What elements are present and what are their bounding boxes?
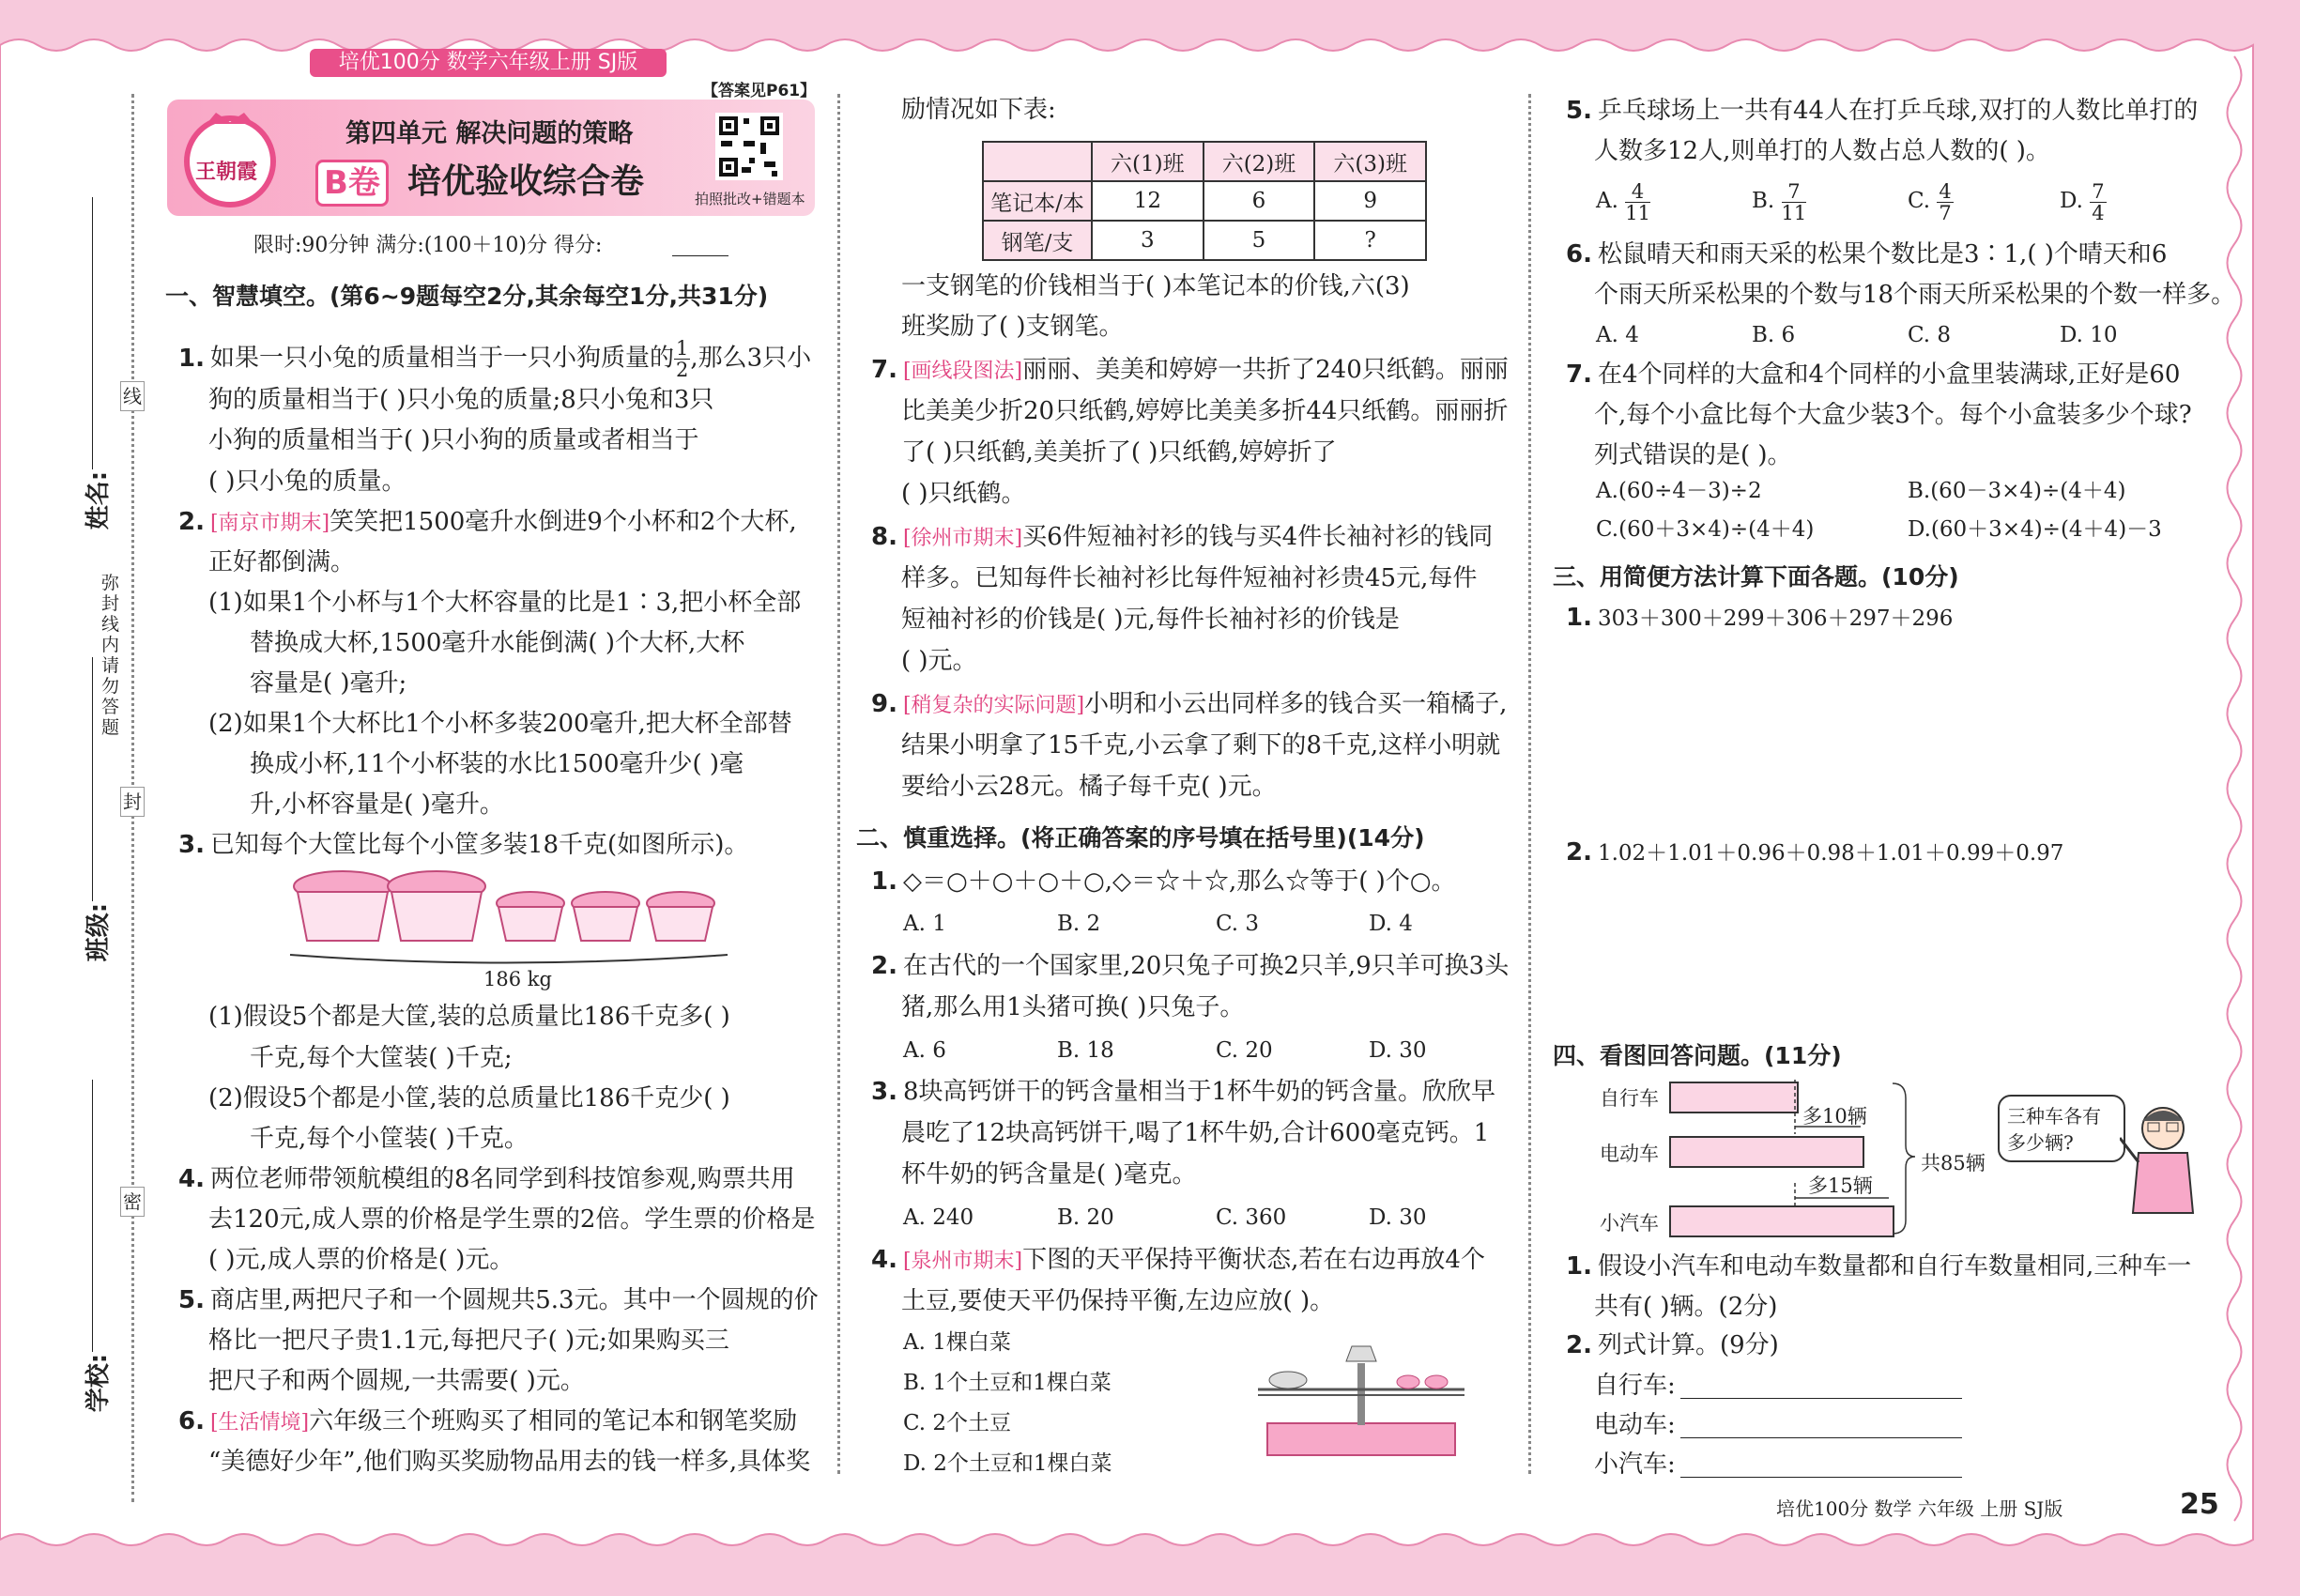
qr-code[interactable]: [715, 113, 783, 180]
q3-sub1-a: (1)假设5个都是大筐,装的总质量比186千克多( ): [208, 1003, 730, 1031]
c7-line1: 7. 在4个同样的大盒和4个同样的小盒里装满球,正好是60: [1566, 361, 2181, 389]
q6-line5: 班奖励了( )支钢笔。: [901, 313, 1124, 341]
q4-line3: ( )元,成人票的价格是( )元。: [208, 1246, 514, 1274]
q8-line3: 短袖衬衫的价钱是( )元,每件长袖衬衫的价钱是: [901, 606, 1400, 634]
c5-opt-a[interactable]: A. $\frac{4}{11}$: [1596, 179, 1650, 224]
c6-opt-c[interactable]: C. 8: [1908, 323, 1952, 347]
unit-title: 第四单元 解决问题的策略: [345, 119, 634, 148]
fig4-car-label: 小汽车: [1600, 1212, 1659, 1235]
q3-sub2-b: 千克,每个小筐装( )千克。: [250, 1125, 529, 1153]
q7-line4: ( )只纸鹤。: [901, 480, 1026, 508]
c2-opt-c[interactable]: C. 20: [1216, 1038, 1273, 1063]
q2-sub1-a: (1)如果1个小杯与1个大杯容量的比是1∶3,把小杯全部: [208, 589, 802, 617]
q2-tag: [南京市期末]: [209, 512, 330, 535]
speech-line1: 三种车各有: [2007, 1105, 2101, 1128]
p2-bike-answer[interactable]: [1680, 1398, 1962, 1399]
seal-mark-seal: 封: [120, 787, 145, 817]
q3-sub1-b: 千克,每个大筐装( )千克;: [250, 1044, 513, 1072]
c7-opt-b[interactable]: B.(60－3×4)÷(4＋4): [1908, 479, 2126, 503]
c1-opt-c[interactable]: C. 3: [1216, 912, 1260, 936]
baskets-figure: [286, 866, 737, 969]
class-field[interactable]: [92, 657, 93, 901]
q5-line2: 格比一把尺子贵1.1元,每把尺子( )元;如果购买三: [208, 1327, 729, 1355]
c3-opt-a[interactable]: A. 240: [903, 1205, 974, 1230]
fig4-more10: 多10辆: [1802, 1105, 1867, 1128]
c3-line2: 晨吃了12块高钙饼干,喝了1杯牛奶,合计600毫克钙。1: [901, 1119, 1490, 1147]
logo-seal: [178, 105, 282, 210]
q2-line1: 2. [南京市期末]笑笑把1500毫升水倒进9个小杯和2个大杯,: [178, 508, 797, 536]
c6-opt-b[interactable]: B. 6: [1752, 323, 1796, 347]
c1-opt-a[interactable]: A. 1: [903, 912, 946, 936]
school-label: 学校:: [84, 1353, 114, 1413]
q4-line1: 4. 两位老师带领航模组的8名同学到科技馆参观,购票共用: [178, 1165, 795, 1193]
c6-line2: 个雨天所采松果的个数与18个雨天所采松果的个数一样多。: [1594, 281, 2236, 309]
q6-table: [982, 141, 1427, 261]
seal-mark-secret: 密: [120, 1187, 145, 1217]
c2-line2: 猪,那么用1头猪可换( )只兔子。: [901, 993, 1245, 1021]
speech-line2: 多少辆?: [2007, 1131, 2074, 1154]
table-row: 钢笔/支 3 5 ?: [983, 221, 1426, 260]
class-label: 班级:: [84, 902, 114, 962]
c2-opt-a[interactable]: A. 6: [903, 1038, 946, 1063]
q9-line3: 要给小云28元。橘子每千克( )元。: [901, 773, 1277, 801]
q2-sub2-b: 换成小杯,11个小杯装的水比1500毫升少( )毫: [250, 750, 744, 778]
e2-expression: 2. 1.02＋1.01＋0.96＋0.98＋1.01＋0.99＋0.97: [1566, 838, 2064, 867]
q1-number: 1.: [178, 344, 205, 373]
c4-line1: 4. [泉州市期末]下图的天平保持平衡状态,若在右边再放4个: [871, 1246, 1485, 1274]
c6-line1: 6. 松鼠晴天和雨天采的松果个数比是3∶1,( )个晴天和6: [1566, 240, 2168, 269]
q2-sub1-b: 替换成大杯,1500毫升水能倒满( )个大杯,大杯: [250, 629, 745, 657]
name-field[interactable]: [92, 197, 93, 469]
q6-line4: 一支钢笔的价钱相当于( )本笔记本的价钱,六(3): [901, 272, 1410, 300]
p2-line1: 2. 列式计算。(9分): [1566, 1331, 1779, 1359]
q6-line3: 励情况如下表:: [901, 96, 1056, 124]
c5-opt-c[interactable]: C. $\frac{4}{7}$: [1908, 179, 1952, 224]
q9-line2: 结果小明拿了15千克,小云拿了剩下的8千克,这样小明就: [901, 731, 1501, 760]
fig4-bike-label: 自行车: [1600, 1087, 1659, 1110]
name-label: 姓名:: [84, 470, 114, 530]
table-row: 笔记本/本 12 6 9: [983, 181, 1426, 221]
q8-line1: 8. [徐州市期末]买6件短袖衬衫的钱与买4件长袖衬衫的钱同: [871, 523, 1494, 551]
p1-line1: 1. 假设小汽车和电动车数量都和自行车数量相同,三种车一: [1566, 1252, 2192, 1281]
q1-line1: [178, 338, 811, 380]
seal-mark-line: 线: [120, 381, 145, 411]
q5-line3: 把尺子和两个圆规,一共需要( )元。: [208, 1367, 585, 1395]
c4-opt-b[interactable]: B. 1个土豆和1棵白菜: [903, 1371, 1112, 1395]
q2-sub1-c: 容量是( )毫升;: [250, 669, 407, 698]
school-field[interactable]: [92, 1080, 93, 1352]
q2-sub2-a: (2)如果1个大杯比1个小杯多装200毫升,把大杯全部替: [208, 710, 792, 738]
teacher-illustration: [2120, 1100, 2204, 1222]
p2-car-label: 小汽车:: [1594, 1450, 1676, 1479]
c5-opt-b[interactable]: B. $\frac{7}{11}$: [1752, 179, 1807, 224]
q2-line2: 正好都倒满。: [208, 548, 356, 576]
section-1-title: 一、智慧填空。(第6~9题每空2分,其余每空1分,共31分): [165, 283, 769, 310]
logo-text: 王朝霞: [195, 160, 258, 184]
page-number: 25: [2180, 1488, 2219, 1521]
score-blank[interactable]: [672, 255, 728, 256]
c3-line1: 3. 8块高钙饼干的钙含量相当于1杯牛奶的钙含量。欣欣早: [871, 1078, 1496, 1106]
c4-line2: 土豆,要使天平仍保持平衡,左边应放( )。: [901, 1287, 1335, 1315]
q1-fraction: $\frac{1}{2}$: [675, 337, 689, 381]
fig4-more15: 多15辆: [1808, 1174, 1873, 1197]
book-tag: 培优100分 数学六年级上册 SJ版: [310, 49, 667, 77]
c1-stem: 1. ◇＝○＋○＋○＋○,◇＝☆＋☆,那么☆等于( )个○。: [871, 867, 1456, 896]
c4-opt-c[interactable]: C. 2个土豆: [903, 1411, 1012, 1435]
section-4-title: 四、看图回答问题。(11分): [1553, 1042, 1842, 1069]
q6-line1: 6. [生活情境]六年级三个班购买了相同的笔记本和钢笔奖励: [178, 1407, 798, 1435]
q7-line2: 比美美少折20只纸鹤,婷婷比美美多折44只纸鹤。丽丽折: [901, 397, 1509, 425]
c7-opt-c[interactable]: C.(60＋3×4)÷(4＋4): [1596, 517, 1815, 542]
c4-opt-d[interactable]: D. 2个土豆和1棵白菜: [903, 1451, 1112, 1476]
column-divider-2: [1528, 94, 1531, 1474]
p2-ebike-label: 电动车:: [1594, 1411, 1676, 1439]
q1-text-a: 如果一只小兔的质量相当于一只小狗质量的: [209, 344, 674, 373]
c1-opt-d[interactable]: D. 4: [1369, 912, 1413, 936]
section-3-title: 三、用简便方法计算下面各题。(10分): [1553, 563, 1959, 591]
q8-line4: ( )元。: [901, 647, 977, 675]
q8-line2: 样多。已知每件长袖衬衫比每件短袖衬衫贵45元,每件: [901, 564, 1478, 592]
q3-sub2-a: (2)假设5个都是小筐,装的总质量比186千克少( ): [208, 1084, 730, 1113]
fig4-total: 共85辆: [1921, 1152, 1986, 1174]
table-row: 六(1)班 六(2)班 六(3)班: [983, 142, 1426, 181]
q1-text-b: ,那么3只小: [690, 344, 812, 373]
c3-opt-c[interactable]: C. 360: [1216, 1205, 1287, 1230]
c6-opt-d[interactable]: D. 10: [2060, 323, 2118, 347]
p1-line2: 共有( )辆。(2分): [1594, 1293, 1778, 1321]
section-2-title: 二、慎重选择。(将正确答案的序号填在括号里)(14分): [856, 824, 1425, 852]
q7-line3: 了( )只纸鹤,美美折了( )只纸鹤,婷婷折了: [901, 438, 1337, 467]
q3-line1: 3. 已知每个大筐比每个小筐多装18千克(如图所示)。: [178, 831, 749, 859]
volume-badge: B卷: [315, 160, 389, 207]
qr-caption: 拍照批改+错题本: [695, 191, 805, 207]
c7-line2: 个,每个小盒比每个大盒少装3个。每个小盒装多少个球?: [1594, 401, 2192, 429]
c3-opt-b[interactable]: B. 20: [1057, 1205, 1114, 1230]
footer-text: 培优100分 数学 六年级 上册 SJ版: [1776, 1497, 2063, 1520]
q1-line2: 狗的质量相当于( )只小兔的质量;8只小兔和3只: [208, 386, 714, 414]
q6-line2: “美德好少年”,他们购买奖励物品用去的钱一样多,具体奖: [208, 1448, 811, 1476]
fig4-ebike-label: 电动车: [1600, 1143, 1659, 1165]
header-banner: [167, 100, 815, 216]
c6-opt-a[interactable]: A. 4: [1596, 323, 1639, 347]
c5-line2: 人数多12人,则单打的人数占总人数的( )。: [1594, 137, 2050, 165]
q1-line3: 小狗的质量相当于( )只小狗的质量或者相当于: [208, 426, 699, 454]
c3-opt-d[interactable]: D. 30: [1369, 1205, 1427, 1230]
q1-line4: ( )只小兔的质量。: [208, 468, 406, 496]
c7-opt-d[interactable]: D.(60＋3×4)÷(4＋4)－3: [1908, 517, 2162, 542]
column-divider-1: [837, 94, 840, 1474]
exam-limits: 限时:90分钟 满分:(100＋10)分 得分:: [253, 234, 603, 257]
q9-line1: 9. [稍复杂的实际问题]小明和小云出同样多的钱合买一箱橘子,: [871, 690, 1508, 718]
c3-line3: 杯牛奶的钙含量是( )毫克。: [901, 1160, 1197, 1189]
c4-opt-a[interactable]: A. 1棵白菜: [903, 1330, 1011, 1355]
c7-line3: 列式错误的是( )。: [1594, 441, 1792, 469]
q2-sub2-c: 升,小杯容量是( )毫升。: [250, 790, 504, 819]
e1-expression: 1. 303＋300＋299＋306＋297＋296: [1566, 604, 1954, 632]
p2-car-answer[interactable]: [1680, 1477, 1962, 1478]
p2-bike-label: 自行车:: [1594, 1372, 1676, 1400]
balance-scale-figure: [1249, 1341, 1474, 1463]
fig4-bike-bar: [1669, 1082, 1799, 1113]
q4-line2: 去120元,成人票的价格是学生票的2倍。学生票的价格是: [208, 1205, 816, 1234]
answer-ref: 【答案见P61】: [702, 82, 817, 100]
c7-opt-a[interactable]: A.(60÷4－3)÷2: [1596, 479, 1762, 503]
c2-opt-b[interactable]: B. 18: [1057, 1038, 1114, 1063]
c5-line1: 5. 乒乓球场上一共有44人在打乒乓球,双打的人数比单打的: [1566, 97, 2199, 125]
c2-line1: 2. 在古代的一个国家里,20只兔子可换2只羊,9只羊可换3头: [871, 952, 1510, 980]
c5-opt-d[interactable]: D. $\frac{7}{4}$: [2060, 179, 2105, 224]
paper-title: 培优验收综合卷: [407, 162, 645, 201]
q7-line1: 7. [画线段图法]丽丽、美美和婷婷一共折了240只纸鹤。丽丽: [871, 356, 1509, 384]
seal-note: 弥封线内请勿答题: [101, 573, 120, 738]
c2-opt-d[interactable]: D. 30: [1369, 1038, 1427, 1063]
c1-opt-b[interactable]: B. 2: [1057, 912, 1101, 936]
q5-line1: 5. 商店里,两把尺子和一个圆规共5.3元。其中一个圆规的价: [178, 1286, 819, 1314]
baskets-total-label: 186 kg: [483, 968, 552, 990]
p2-ebike-answer[interactable]: [1680, 1437, 1962, 1438]
